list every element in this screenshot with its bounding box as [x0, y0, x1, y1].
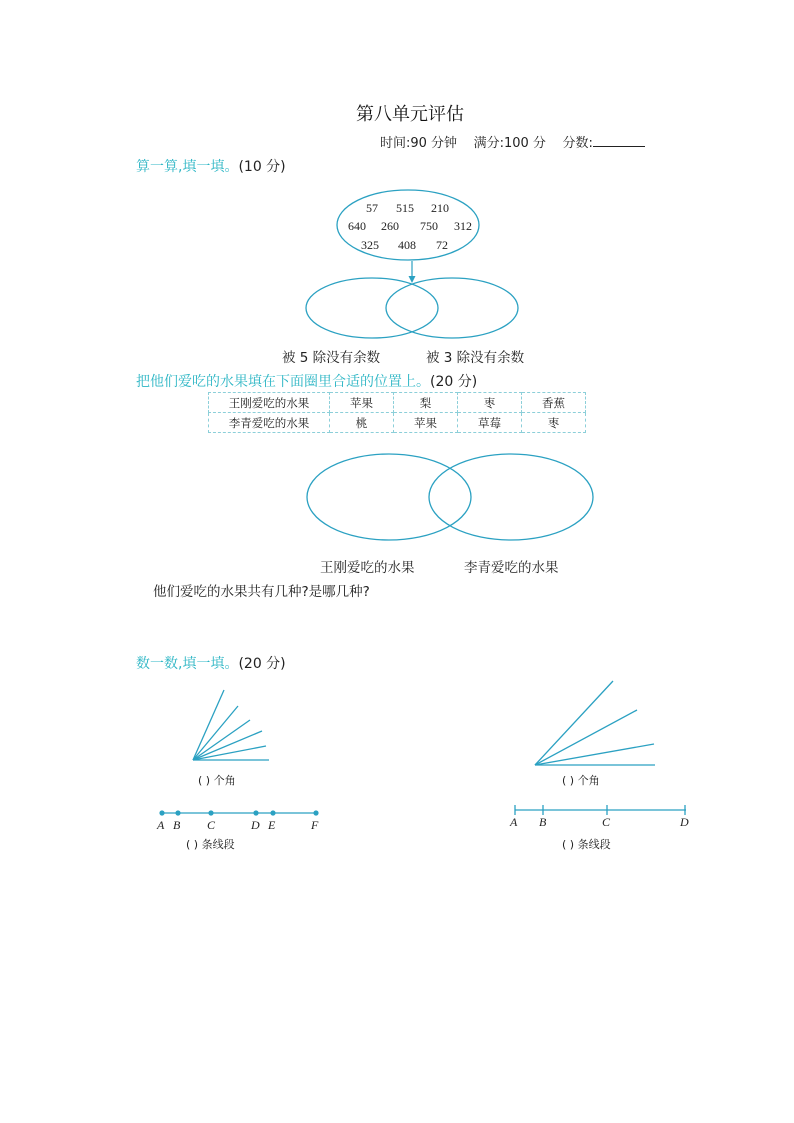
section2-heading — [136, 371, 477, 391]
table-cell: 枣 — [458, 393, 522, 413]
point-label: C — [602, 815, 611, 829]
number-640: 640 — [348, 219, 366, 233]
segment-caption-left[interactable]: ( ) 条线段 — [186, 838, 235, 851]
point-label: D — [251, 818, 260, 832]
table-cell: 枣 — [522, 413, 586, 433]
full-score-label: 满分:100 分 — [473, 136, 546, 151]
fruit-table — [208, 392, 586, 433]
number-312: 312 — [454, 219, 472, 233]
page-title: 第八单元评估 — [356, 104, 464, 125]
venn2-left-circle — [307, 454, 471, 540]
section2-question: 他们爱吃的水果共有几种?是哪几种? — [153, 584, 370, 600]
angle-figure-right — [535, 681, 655, 765]
table-row — [209, 393, 586, 413]
score-label: 分数: — [562, 136, 593, 151]
table-cell: 苹果 — [394, 413, 458, 433]
table-cell: 桃 — [330, 413, 394, 433]
angle-figure-left — [193, 690, 269, 760]
arrow-head-icon — [409, 276, 416, 283]
angle-caption-left[interactable]: ( ) 个角 — [198, 774, 236, 787]
number-408: 408 — [398, 238, 416, 252]
venn1-right-label: 被 3 除没有余数 — [426, 350, 525, 366]
venn2-right-circle — [429, 454, 593, 540]
number-260: 260 — [381, 219, 399, 233]
point-label: E — [268, 818, 276, 832]
table-cell: 苹果 — [330, 393, 394, 413]
point-label: A — [510, 815, 518, 829]
number-515: 515 — [396, 201, 414, 215]
table-cell: 李青爱吃的水果 — [209, 413, 330, 433]
section3-title: 数一数,填一填。 — [136, 656, 239, 672]
segment-figure-right — [515, 805, 686, 815]
table-cell: 香蕉 — [522, 393, 586, 413]
table-cell: 草莓 — [458, 413, 522, 433]
point-label: F — [311, 818, 319, 832]
section1-title: 算一算,填一填。 — [136, 159, 239, 175]
table-row — [209, 413, 586, 433]
number-57: 57 — [366, 201, 378, 215]
section3-points: (20 分) — [238, 656, 286, 672]
point-label: C — [207, 818, 216, 832]
segment-caption-right[interactable]: ( ) 条线段 — [562, 838, 611, 851]
point-label: B — [173, 818, 181, 832]
point-label: A — [157, 818, 165, 832]
section2-title: 把他们爱吃的水果填在下面圈里合适的位置上。 — [136, 374, 430, 390]
angle-caption-right[interactable]: ( ) 个角 — [562, 774, 600, 787]
table-cell: 王刚爱吃的水果 — [209, 393, 330, 413]
table-cell: 梨 — [394, 393, 458, 413]
number-750: 750 — [420, 219, 438, 233]
venn2-left-label: 王刚爱吃的水果 — [320, 560, 415, 576]
number-72: 72 — [436, 238, 448, 252]
venn1-left-label: 被 5 除没有余数 — [282, 350, 381, 366]
number-325: 325 — [361, 238, 379, 252]
section1-points: (10 分) — [238, 159, 286, 175]
number-210: 210 — [431, 201, 449, 215]
time-label: 时间:90 分钟 — [380, 136, 458, 151]
venn1-left-circle — [306, 278, 438, 338]
venn1-right-circle — [386, 278, 518, 338]
venn2-right-label: 李青爱吃的水果 — [464, 560, 559, 576]
point-label: D — [680, 815, 689, 829]
section3-heading — [136, 653, 286, 673]
segment-figure-left — [159, 810, 318, 815]
point-label: B — [539, 815, 547, 829]
section2-points: (20 分) — [430, 374, 478, 390]
